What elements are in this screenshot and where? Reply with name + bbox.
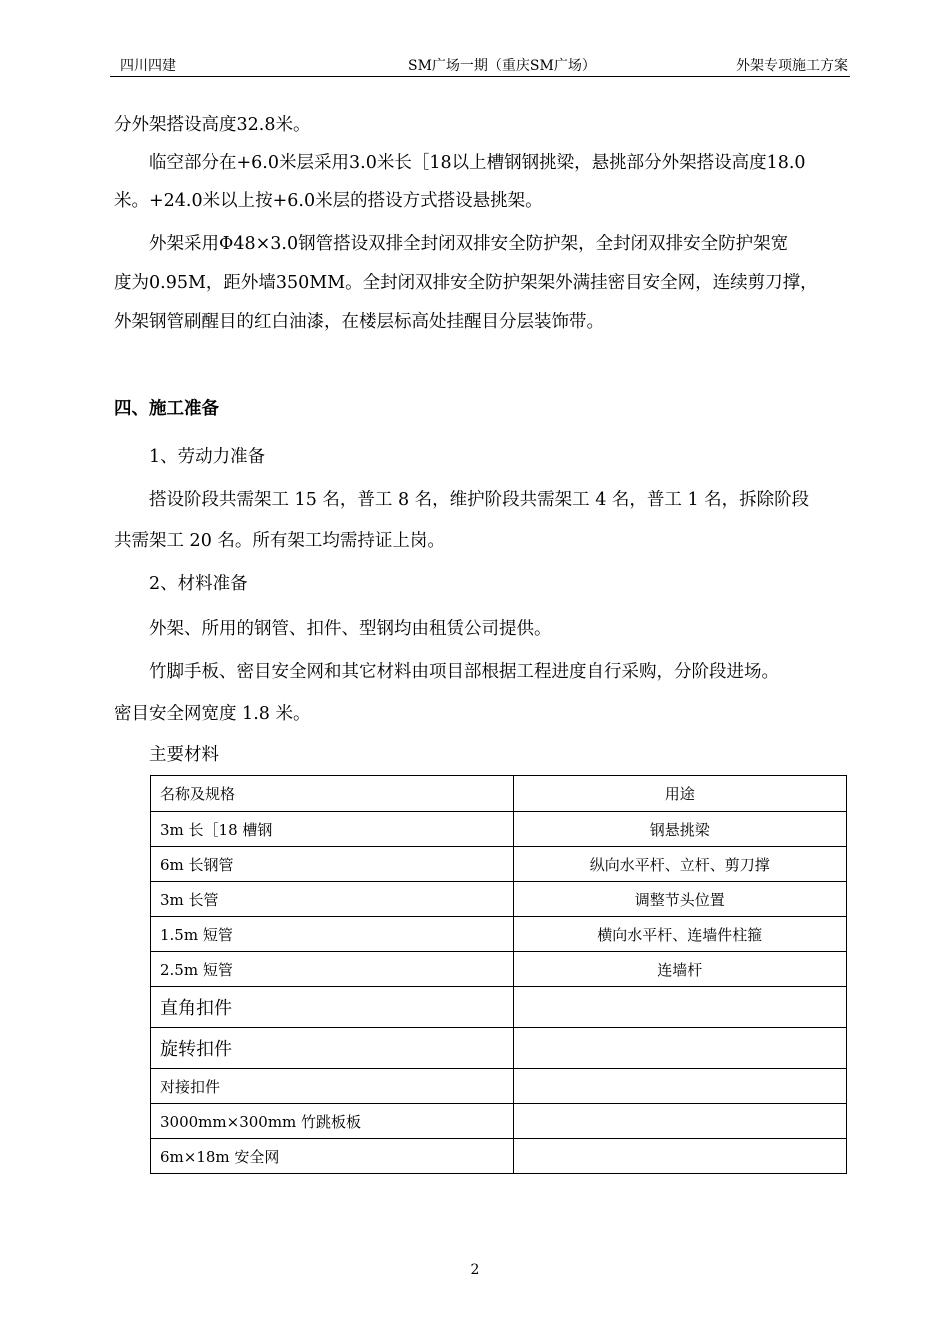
material-use-cell bbox=[513, 1104, 847, 1139]
material-use-cell: 横向水平杆、连墙件柱箍 bbox=[513, 917, 847, 952]
table-row bbox=[151, 1069, 847, 1104]
paragraph-line: 临空部分在+6.0米层采用3.0米长［18以上槽钢钢挑梁，悬挑部分外架搭设高度18.0 bbox=[149, 153, 806, 173]
paragraph-line: 分外架搭设高度32.8米。 bbox=[114, 115, 311, 135]
material-use-cell bbox=[513, 1139, 847, 1174]
section-heading: 四、施工准备 bbox=[114, 399, 219, 419]
table-row bbox=[151, 987, 847, 1028]
material-name-cell: 6m 长钢管 bbox=[151, 847, 514, 882]
header-cell: 名称及规格 bbox=[151, 776, 514, 812]
paragraph-line: 度为0.95M，距外墙350MM。全封闭双排安全防护架架外满挂密目安全网，连续剪刀撑， bbox=[114, 273, 818, 293]
table-row bbox=[151, 1028, 847, 1069]
page-header bbox=[110, 52, 850, 77]
header-company: 四川四建 bbox=[120, 58, 176, 74]
header-doc-title: 外架专项施工方案 bbox=[736, 58, 848, 74]
material-use-cell: 钢悬挑梁 bbox=[513, 812, 847, 847]
paragraph-line: 外架钢管刷醒目的红白油漆，在楼层标高处挂醒目分层装饰带。 bbox=[114, 312, 604, 332]
paragraph-line: 共需架工 20 名。所有架工均需持证上岗。 bbox=[114, 531, 445, 551]
table-row bbox=[151, 917, 847, 952]
material-name-cell: 3m 长［18 槽钢 bbox=[151, 812, 514, 847]
paragraph-line: 外架采用Φ48×3.0钢管搭设双排全封闭双排安全防护架，全封闭双排安全防护架宽 bbox=[149, 234, 789, 254]
paragraph-line: 竹脚手板、密目安全网和其它材料由项目部根据工程进度自行采购，分阶段进场。 bbox=[149, 662, 779, 682]
header-project: SM广场一期（重庆SM广场） bbox=[408, 58, 596, 74]
paragraph-line: 密目安全网宽度 1.8 米。 bbox=[114, 704, 311, 724]
table-header-row bbox=[151, 776, 847, 812]
material-use-cell: 纵向水平杆、立杆、剪刀撑 bbox=[513, 847, 847, 882]
subsection-heading: 1、劳动力准备 bbox=[149, 447, 266, 467]
material-name-cell: 2.5m 短管 bbox=[151, 952, 514, 987]
material-name-cell: 对接扣件 bbox=[151, 1069, 514, 1104]
page-number: 2 bbox=[470, 1262, 480, 1278]
material-name-cell: 旋转扣件 bbox=[151, 1028, 514, 1069]
material-use-cell: 连墙杆 bbox=[513, 952, 847, 987]
material-name-cell: 1.5m 短管 bbox=[151, 917, 514, 952]
table-row bbox=[151, 1139, 847, 1174]
paragraph-line: 外架、所用的钢管、扣件、型钢均由租赁公司提供。 bbox=[149, 619, 552, 639]
paragraph-line: 搭设阶段共需架工 15 名，普工 8 名，维护阶段共需架工 4 名，普工 1 名，拆除阶段 bbox=[149, 490, 810, 510]
paragraph-line: 米。+24.0米以上按+6.0米层的搭设方式搭设悬挑架。 bbox=[114, 191, 543, 211]
table-row bbox=[151, 882, 847, 917]
material-use-cell bbox=[513, 987, 847, 1028]
material-use-cell: 调整节头位置 bbox=[513, 882, 847, 917]
material-name-cell: 直角扣件 bbox=[151, 987, 514, 1028]
material-name-cell: 3m 长管 bbox=[151, 882, 514, 917]
subsection-heading: 2、材料准备 bbox=[149, 574, 248, 594]
materials-table bbox=[150, 775, 847, 1174]
table-row bbox=[151, 1104, 847, 1139]
table-caption: 主要材料 bbox=[149, 745, 219, 765]
material-use-cell bbox=[513, 1028, 847, 1069]
material-use-cell bbox=[513, 1069, 847, 1104]
header-cell: 用途 bbox=[513, 776, 847, 812]
table-row bbox=[151, 952, 847, 987]
table-row bbox=[151, 812, 847, 847]
table-row bbox=[151, 847, 847, 882]
material-name-cell: 6m×18m 安全网 bbox=[151, 1139, 514, 1174]
material-name-cell: 3000mm×300mm 竹跳板板 bbox=[151, 1104, 514, 1139]
